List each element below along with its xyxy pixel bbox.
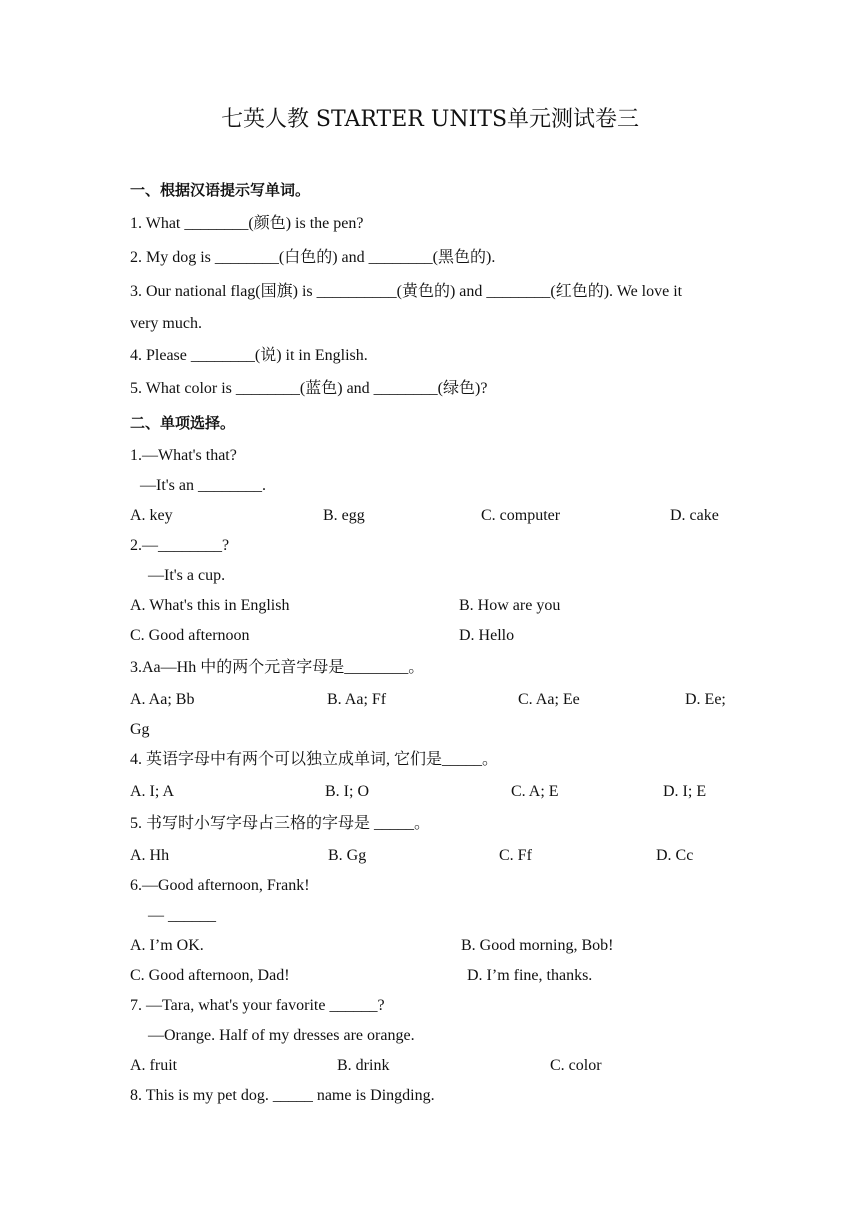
question-2-6-reply: — ______: [148, 907, 216, 924]
option-2-4-c: C. A; E: [511, 783, 559, 800]
question-1-4: 4. Please ________(说) it in English.: [130, 347, 368, 364]
option-2-1-c: C. computer: [481, 507, 561, 524]
option-2-2-a: A. What's this in English: [130, 597, 290, 614]
question-2-3-stem: 3.Aa—Hh 中的两个元音字母是________。: [130, 659, 425, 676]
option-2-5-d: D. Cc: [656, 847, 694, 864]
option-2-5-a: A. Hh: [130, 847, 170, 864]
question-2-7-reply: —Orange. Half of my dresses are orange.: [148, 1027, 415, 1044]
section-heading-multiple-choice: 二、单项选择。: [130, 414, 236, 432]
option-2-2-d: D. Hello: [459, 627, 515, 644]
question-2-8-stem: 8. This is my pet dog. _____ name is Dingding.: [130, 1087, 435, 1104]
question-2-5-stem: 5. 书写时小写字母占三格的字母是 _____。: [130, 815, 431, 832]
option-2-2-b: B. How are you: [459, 597, 561, 614]
question-1-3: 3. Our national flag(国旗) is __________(黄色的) and ________(红色的). We love it: [130, 283, 683, 300]
page-title: 七英人教 STARTER UNITS单元测试卷三: [220, 107, 640, 132]
question-2-4-stem: 4. 英语字母中有两个可以独立成单词, 它们是_____。: [130, 751, 499, 768]
question-2-7-stem: 7. —Tara, what's your favorite ______?: [130, 997, 385, 1014]
question-2-1-stem: 1.—What's that?: [130, 447, 237, 464]
option-2-7-c: C. color: [550, 1057, 602, 1074]
option-2-4-a: A. I; A: [130, 783, 174, 800]
question-1-2: 2. My dog is ________(白色的) and ________(黑色的).: [130, 249, 496, 266]
option-2-5-b: B. Gg: [328, 847, 367, 864]
option-2-3-d-continued: Gg: [130, 721, 150, 738]
option-2-1-d: D. cake: [670, 507, 719, 524]
option-2-4-b: B. I; O: [325, 783, 369, 800]
option-2-3-c: C. Aa; Ee: [518, 691, 580, 708]
option-2-7-a: A. fruit: [130, 1057, 178, 1074]
option-2-1-a: A. key: [130, 507, 173, 524]
question-2-1-reply: —It's an ________.: [140, 477, 266, 494]
option-2-7-b: B. drink: [337, 1057, 390, 1074]
option-2-6-b: B. Good morning, Bob!: [461, 937, 614, 954]
section-heading-fill-in: 一、根据汉语提示写单词。: [130, 181, 311, 199]
option-2-1-b: B. egg: [323, 507, 365, 524]
option-2-6-d: D. I’m fine, thanks.: [467, 967, 593, 984]
question-2-2-reply: —It's a cup.: [148, 567, 226, 584]
option-2-3-b: B. Aa; Ff: [327, 691, 387, 708]
option-2-2-c: C. Good afternoon: [130, 627, 250, 644]
question-2-2-stem: 2.—________?: [130, 537, 230, 554]
option-2-5-c: C. Ff: [499, 847, 532, 864]
question-1-5: 5. What color is ________(蓝色) and ________(绿色)?: [130, 380, 488, 397]
option-2-6-a: A. I’m OK.: [130, 937, 204, 954]
option-2-6-c: C. Good afternoon, Dad!: [130, 967, 290, 984]
question-1-3-continued: very much.: [130, 315, 202, 332]
option-2-4-d: D. I; E: [663, 783, 707, 800]
question-2-6-stem: 6.—Good afternoon, Frank!: [130, 877, 310, 894]
option-2-3-a: A. Aa; Bb: [130, 691, 195, 708]
question-1-1: 1. What ________(颜色) is the pen?: [130, 215, 364, 232]
option-2-3-d: D. Ee;: [685, 691, 726, 708]
